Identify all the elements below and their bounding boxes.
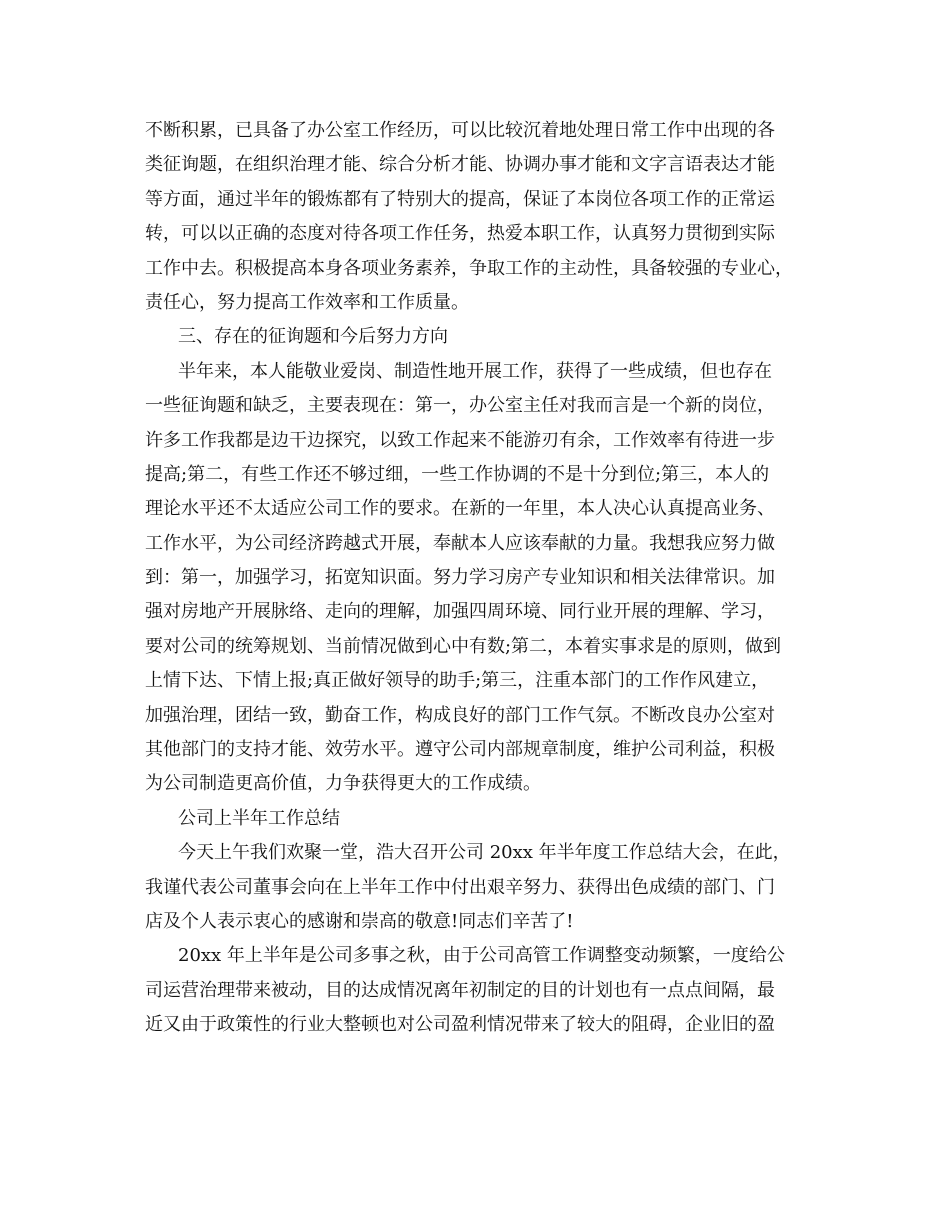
text-line: 类征询题，在组织治理才能、综合分析才能、协调办事才能和文字言语表达才能 [145, 154, 775, 176]
text-line: 近又由于政策性的行业大整顿也对公司盈利情况带来了较大的阻碍，企业旧的盈 [145, 1014, 775, 1036]
text-line: 要对公司的统筹规划、当前情况做到心中有数;第二，本着实事求是的原则，做到 [145, 635, 782, 657]
text-line: 加强治理，团结一致，勤奋工作，构成良好的部门工作气氛。不断改良办公室对 [145, 704, 775, 726]
text-line: 工作中去。积极提高本身各项业务素养，争取工作的主动性，具备较强的专业心， [145, 257, 793, 279]
text-line: 工作水平，为公司经济跨越式开展，奉献本人应该奉献的力量。我想我应努力做 [145, 532, 775, 554]
text-line: 转，可以以正确的态度对待各项工作任务，热爱本职工作，认真努力贯彻到实际 [145, 223, 775, 245]
text-line: 等方面，通过半年的锻炼都有了特别大的提高，保证了本岗位各项工作的正常运 [145, 188, 775, 210]
text-line: 我谨代表公司董事会向在上半年工作中付出艰辛努力、获得出色成绩的部门、门 [145, 876, 775, 898]
text-line: 半年来，本人能敬业爱岗、制造性地开展工作，获得了一些成绩，但也存在 [178, 360, 772, 382]
text-line: 上情下达、下情上报;真正做好领导的助手;第三，注重本部门的工作作风建立， [145, 670, 770, 692]
text-line: 不断积累，已具备了办公室工作经历，可以比较沉着地处理日常工作中出现的各 [145, 120, 775, 141]
text-line: 今天上午我们欢聚一堂，浩大召开公司 20xx 年半年度工作总结大会，在此， [178, 842, 791, 864]
text-line: 责任心，努力提高工作效率和工作质量。 [145, 291, 469, 313]
text-line: 店及个人表示衷心的感谢和崇高的敬意!同志们辛苦了! [145, 910, 574, 932]
document-body [145, 114, 805, 1043]
text-line: 其他部门的支持才能、效劳水平。遵守公司内部规章制度，维护公司利益，积极 [145, 739, 775, 761]
text-line: 公司上半年工作总结 [178, 807, 340, 829]
text-line: 许多工作我都是边干边探究，以致工作起来不能游刃有余，工作效率有待进一步 [145, 429, 775, 451]
text-line: 理论水平还不太适应公司工作的要求。在新的一年里，本人决心认真提高业务、 [145, 498, 775, 520]
text-line: 为公司制造更高价值，力争获得更大的工作成绩。 [145, 773, 541, 795]
text-line: 司运营治理带来被动，目的达成情况离年初制定的目的计划也有一点点间隔，最 [145, 979, 775, 1001]
text-line: 三、存在的征询题和今后努力方向 [178, 326, 448, 348]
text-line: 20xx 年上半年是公司多事之秋，由于公司高管工作调整变动频繁，一度给公 [178, 945, 785, 967]
text-line: 一些征询题和缺乏，主要表现在：第一，办公室主任对我而言是一个新的岗位， [145, 395, 775, 417]
text-line: 提高;第二，有些工作还不够过细，一些工作协调的不是十分到位;第三，本人的 [145, 463, 770, 485]
text-line: 强对房地产开展脉络、走向的理解，加强四周环境、同行业开展的理解、学习， [145, 601, 775, 623]
text-line: 到：第一，加强学习，拓宽知识面。努力学习房产专业知识和相关法律常识。加 [145, 567, 775, 589]
